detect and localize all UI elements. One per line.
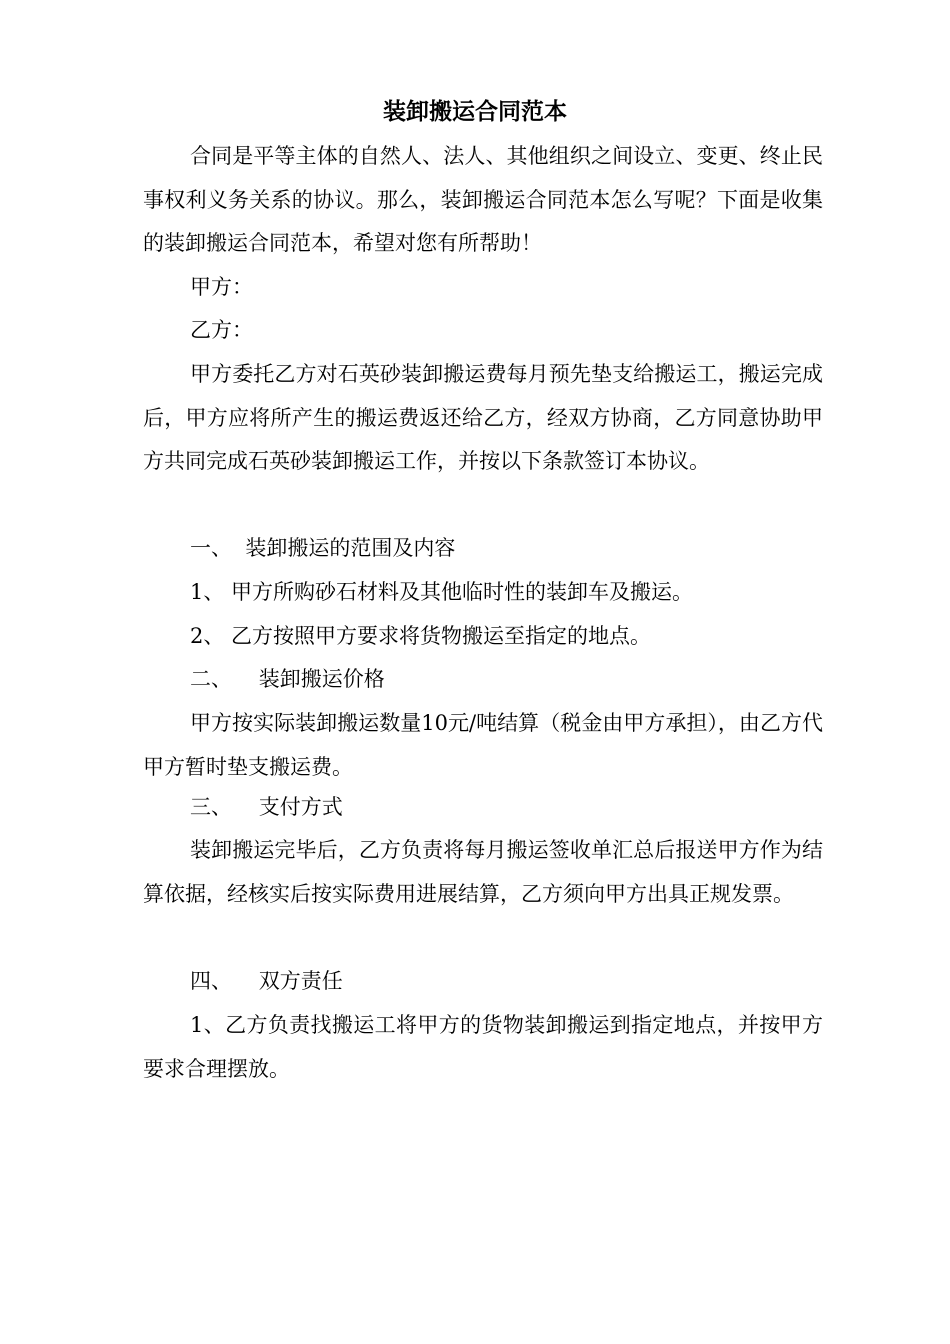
section-3-text: 装卸搬运完毕后，乙方负责将每月搬运签收单汇总后报送甲方作为结算依据，经核实后按实际费用进展结算，乙方须向甲方出具正规发票。: [143, 838, 823, 906]
intro-paragraph: 合同是平等主体的自然人、法人、其他组织之间设立、变更、终止民事权利义务关系的协议。那么，装卸搬运合同范本怎么写呢？下面是收集的装卸搬运合同范本，希望对您有所帮助！: [143, 144, 823, 255]
section-1-heading: 一、 装卸搬运的范围及内容: [190, 536, 456, 560]
section-1-item-2: 2、 乙方按照甲方要求将货物搬运至指定的地点。: [190, 624, 652, 648]
section-3-heading: 三、 支付方式: [190, 795, 343, 819]
section-4-item-1: 1、乙方负责找搬运工将甲方的货物装卸搬运到指定地点，并按甲方要求合理摆放。: [143, 1013, 823, 1081]
section-2-heading: 二、 装卸搬运价格: [190, 667, 385, 691]
section-2-text: 甲方按实际装卸搬运数量10元/吨结算（税金由甲方承担），由乙方代甲方暂时垫支搬运费。: [143, 711, 823, 779]
party-a-line: 甲方：: [190, 275, 253, 299]
section-1-item-1: 1、 甲方所购砂石材料及其他临时性的装卸车及搬运。: [190, 580, 694, 604]
preamble-paragraph: 甲方委托乙方对石英砂装卸搬运费每月预先垫支给搬运工，搬运完成后，甲方应将所产生的搬运费返还给乙方，经双方协商，乙方同意协助甲方共同完成石英砂装卸搬运工作，并按以下条款签订本协议。: [143, 362, 823, 473]
document-title: 装卸搬运合同范本: [383, 99, 567, 125]
party-b-line: 乙方：: [190, 318, 253, 342]
section-4-heading: 四、 双方责任: [190, 969, 343, 993]
